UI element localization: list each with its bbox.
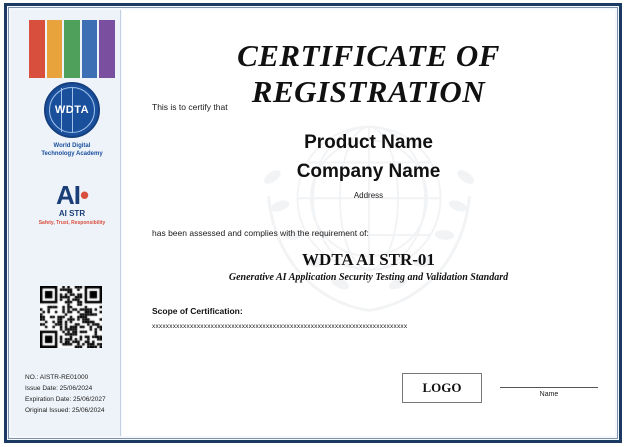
company-address: Address [353,191,384,200]
standard-name: Generative AI Application Security Testing and Validation Standard [228,272,509,283]
color-bar-green [64,20,80,78]
certificate-sidebar [11,10,121,436]
wdta-globe-icon [44,82,100,138]
certificate-number: NO.: AISTR-RE01000 [25,374,89,381]
aistr-mark [35,182,109,208]
color-bar-blue [82,20,98,78]
color-bar-red [29,20,45,78]
assessment-line: has been assessed and complies with the requirement of: [152,228,369,238]
qr-code-icon[interactable] [40,286,102,348]
color-bar-orange [47,20,63,78]
standard-code: WDTA AI STR-01 [302,250,435,269]
logo-placeholder: LOGO [402,373,482,403]
qr-code-canvas [40,286,102,348]
wdta-logo [35,82,109,158]
expiration-date: Expiration Date: 25/06/2027 [25,396,106,403]
page-title: CERTIFICATE OF REGISTRATION [237,38,500,109]
company-name: Company Name [296,161,441,182]
scope-value: xxxxxxxxxxxxxxxxxxxxxxxxxxxxxxxxxxxxxxxxxxxxxxxxxxxxxxxxxxxxxxxxxxxxxxxxxx [152,323,408,330]
certificate-body [122,10,615,436]
issue-date: Issue Date: 25/06/2024 [25,385,93,392]
wdta-caption-line1: World Digital [53,143,91,149]
certify-line: This is to certify that [152,102,228,112]
aistr-dot-icon: • [79,180,89,210]
aistr-label: AI STR [58,209,86,218]
aistr-tagline: Safety, Trust, Responsibility [38,220,106,226]
scope-label: Scope of Certification: [152,306,243,316]
color-bar-purple [99,20,115,78]
product-name: Product Name [304,132,433,153]
aistr-mark-text: AI [55,180,80,210]
original-issued-date: Original Issued: 25/06/2024 [25,407,105,414]
wdta-emblem-label: WDTA [54,104,90,116]
wdta-caption [35,142,109,158]
certificate-meta [25,372,125,416]
aistr-logo [35,182,109,226]
signature-label: Name [539,391,559,398]
signature-line [500,387,598,388]
wdta-caption-line2: Technology Academy [41,151,103,157]
color-bars-decoration [29,20,115,78]
